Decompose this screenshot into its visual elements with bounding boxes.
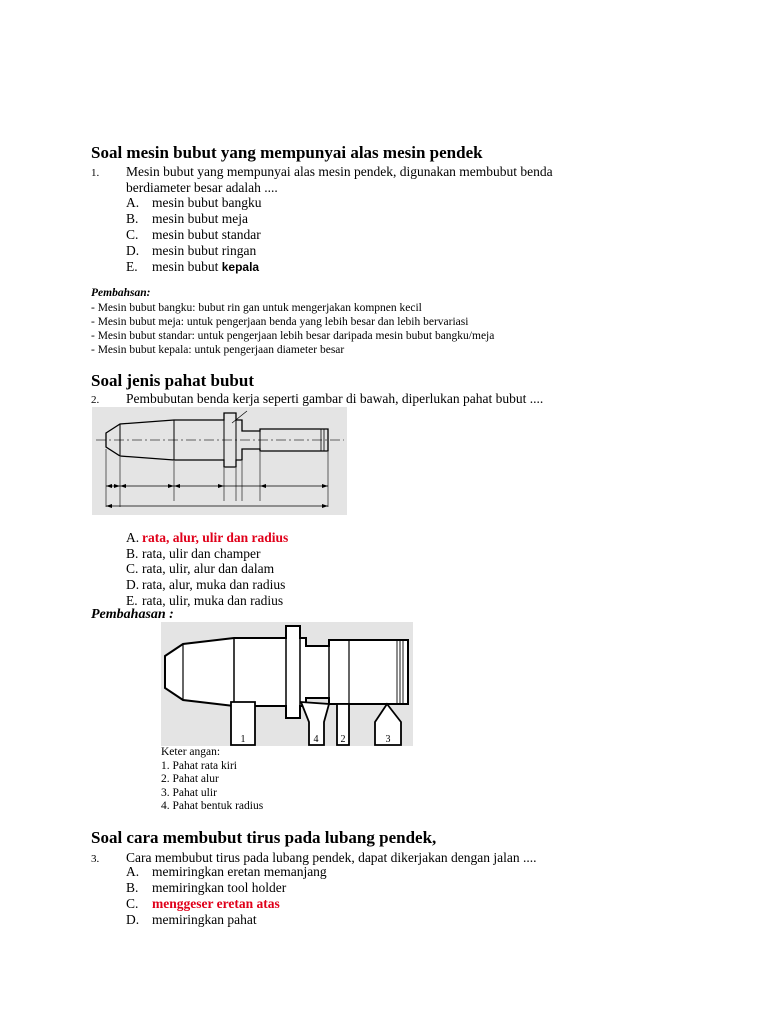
pembahasan1-line: - Mesin bubut standar: untuk pengerjaan lebih besar daripada mesin bubut bangku/meja (91, 330, 495, 342)
section3-heading: Soal cara membubut tirus pada lubang pendek, (91, 828, 437, 847)
workpiece-dimension-figure (92, 407, 347, 515)
pembahasan1-line: - Mesin bubut bangku: bubut rin gan untuk mengerjakan kompnen kecil (91, 302, 422, 314)
keterangan-item: 1. Pahat rata kiri (161, 760, 238, 772)
question2-text: Pembubutan benda kerja seperti gambar di bawah, diperlukan pahat bubut .... (126, 391, 544, 406)
q1-option-b: B. mesin bubut meja (126, 211, 248, 226)
section2-heading: Soal jenis pahat bubut (91, 371, 254, 390)
question3-number: 3. (91, 853, 100, 865)
question2-number: 2. (91, 394, 100, 406)
keterangan-item: 3. Pahat ulir (161, 787, 217, 799)
lathe-tools-figure (161, 622, 413, 746)
question1-number: 1. (91, 167, 100, 179)
question1-line2: berdiameter besar adalah .... (126, 180, 278, 195)
pembahasan2-title: Pembahasan : (91, 607, 174, 622)
q2-option-a: A. rata, alur, ulir dan radius (126, 530, 289, 545)
q3-option-a: A. memiringkan eretan memanjang (126, 864, 327, 879)
q2-option-d: D. rata, alur, muka dan radius (126, 577, 286, 592)
q1-option-d: D. mesin bubut ringan (126, 243, 257, 258)
tool-number-1: 1 (240, 734, 246, 745)
question3-text: Cara membubut tirus pada lubang pendek, dapat dikerjakan dengan jalan .... (126, 850, 537, 865)
tool-number-3: 3 (385, 734, 391, 745)
tool-number-2: 2 (340, 734, 346, 745)
section1-heading: Soal mesin bubut yang mempunyai alas mesin pendek (91, 143, 483, 162)
q3-option-c: C. menggeser eretan atas (126, 896, 280, 911)
q2-option-b: B. rata, ulir dan champer (126, 546, 261, 561)
question1-line1: Mesin bubut yang mempunyai alas mesin pendek, digunakan membubut benda (126, 164, 553, 179)
q3-option-b: B. memiringkan tool holder (126, 880, 287, 895)
pembahasan1-line: - Mesin bubut meja: untuk pengerjaan benda yang lebih besar dan lebih bervariasi (91, 316, 469, 328)
pembahasan1-line: - Mesin bubut kepala: untuk pengerjaan diameter besar (91, 344, 345, 356)
keterangan-title: Keter angan: (161, 746, 221, 758)
pembahasan1-title: Pembahsan: (91, 287, 151, 299)
q1-option-c: C. mesin bubut standar (126, 227, 261, 242)
keterangan-item: 4. Pahat bentuk radius (161, 800, 264, 812)
q1-option-a: A. mesin bubut bangku (126, 195, 262, 210)
tool-number-4: 4 (313, 734, 319, 745)
q2-option-e: E. rata, ulir, muka dan radius (126, 593, 284, 608)
q2-option-c: C. rata, ulir, alur dan dalam (126, 561, 275, 576)
keterangan-item: 2. Pahat alur (161, 773, 219, 785)
q3-option-d: D. memiringkan pahat (126, 912, 257, 927)
q1-option-e: E. mesin bubut kepala (126, 259, 260, 274)
